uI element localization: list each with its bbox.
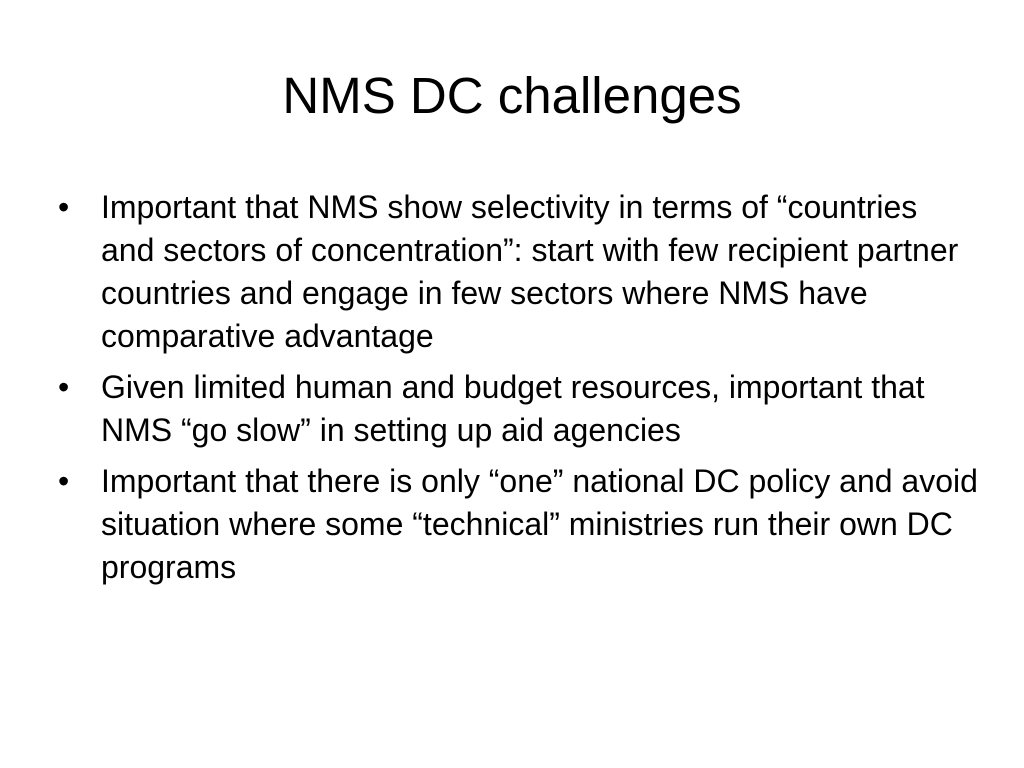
bullet-text: Important that NMS show selectivity in terms of “countries and sectors of concentration”: start with few recipient partner countries and engage in few sectors where NMS have comparative advantage: [101, 189, 959, 354]
bullet-icon: •: [58, 369, 70, 405]
slide-title: NMS DC challenges: [282, 67, 742, 124]
bullet-item: [58, 460, 978, 589]
bullet-list: [58, 186, 978, 597]
bullet-icon: •: [58, 189, 70, 225]
bullet-item: [58, 186, 978, 358]
bullet-text: Given limited human and budget resources, important that NMS “go slow” in setting up aid agencies: [101, 369, 925, 448]
bullet-text: Important that there is only “one” national DC policy and avoid situation where some “technical” ministries run their own DC programs: [101, 463, 978, 585]
bullet-item: [58, 366, 978, 452]
bullet-icon: •: [58, 463, 70, 499]
